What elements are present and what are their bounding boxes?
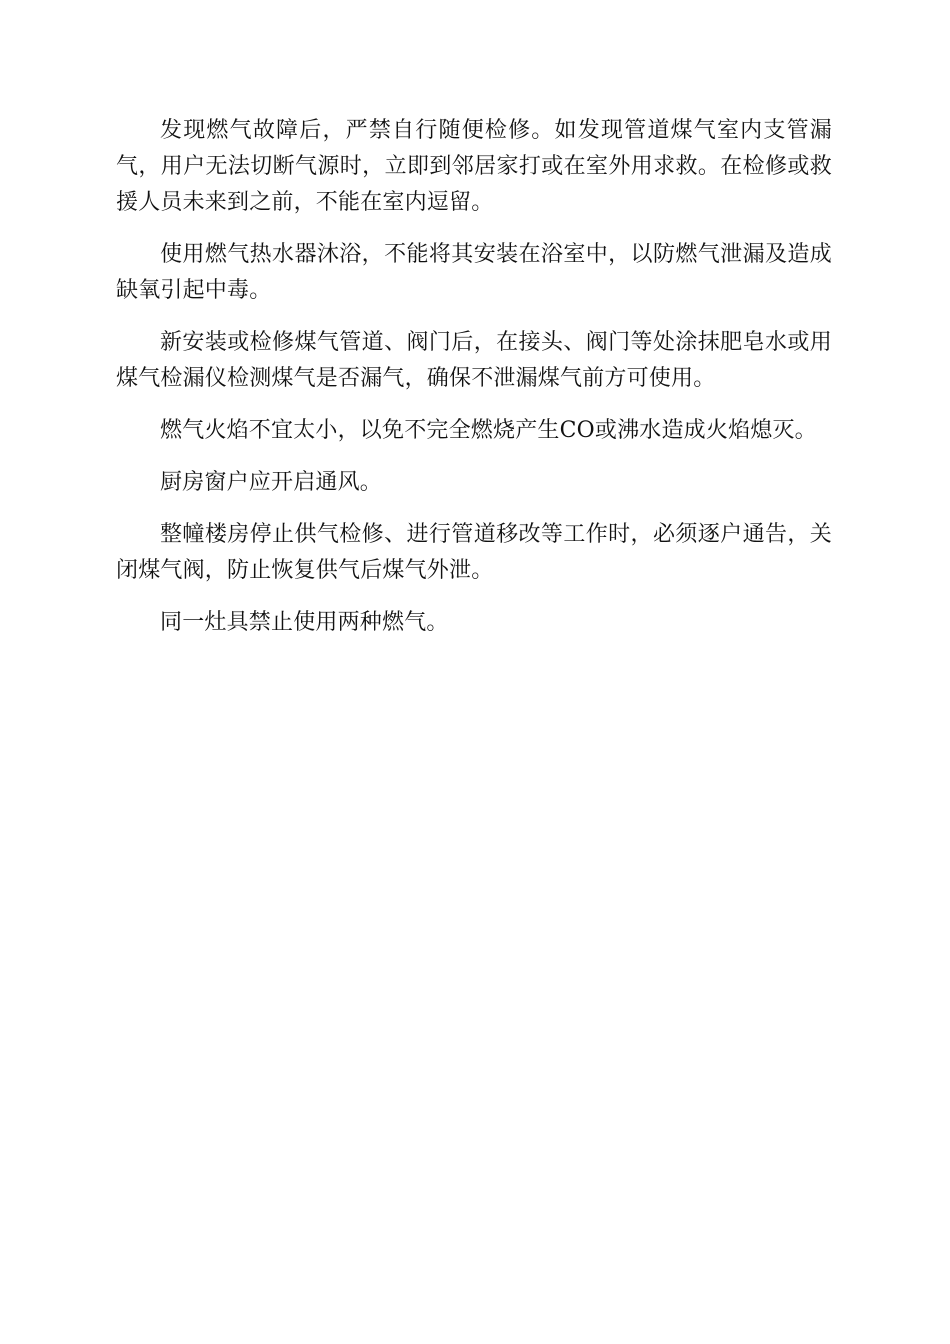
paragraph: 燃气火焰不宜太小，以免不完全燃烧产生CO或沸水造成火焰熄灭。 [160, 418, 817, 443]
paragraph: 使用燃气热水器沐浴，不能将其安装在浴室中，以防燃气泄漏及造成缺氧引起中毒。 [116, 242, 832, 303]
paragraph: 同一灶具禁止使用两种燃气。 [160, 610, 449, 635]
document-body [116, 113, 832, 657]
paragraph: 发现燃气故障后，严禁自行随便检修。如发现管道煤气室内支管漏气，用户无法切断气源时，立即到邻居家打或在室外用求救。在检修或救援人员未来到之前，不能在室内逗留。 [116, 118, 832, 215]
paragraph: 整幢楼房停止供气检修、进行管道移改等工作时，必须逐户通告，关闭煤气阀，防止恢复供气后煤气外泄。 [116, 522, 832, 583]
paragraph: 厨房窗户应开启通风。 [160, 470, 383, 495]
paragraph: 新安装或检修煤气管道、阀门后，在接头、阀门等处涂抹肥皂水或用煤气检漏仪检测煤气是否漏气，确保不泄漏煤气前方可使用。 [116, 330, 832, 391]
